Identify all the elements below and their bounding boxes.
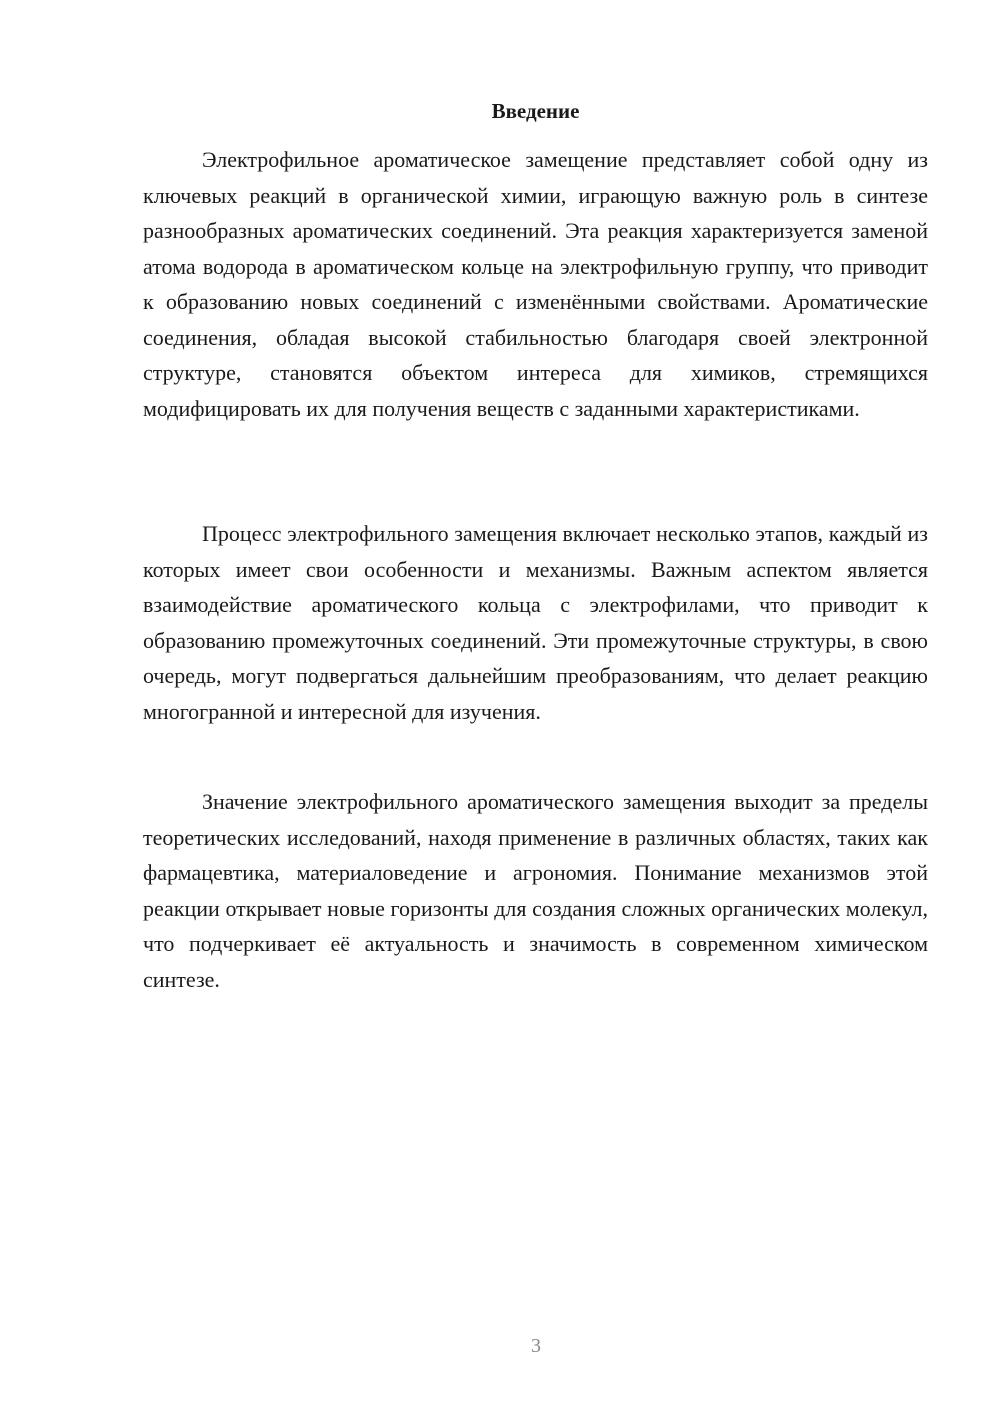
paragraph-2: Процесс электрофильного замещения включает несколько этапов, каждый из которых имеет свои особенности и механизмы. Важным аспектом является взаимодействие ароматического кольца с электрофилами, что приводит к образованию промежуточных соединений. Эти промежуточные структуры, в свою очередь, могут подвергаться дальнейшим преобразованиям, что делает реакцию многогранной и интересной для изучения. xyxy=(143,521,928,724)
paragraph-3: Значение электрофильного ароматического замещения выходит за пределы теоретических исследований, находя применение в различных областях, таких как фармацевтика, материаловедение и агрономия. Понимание механизмов этой реакции открывает новые горизонты для создания сложных органических молекул, что подчеркивает её актуальность и значимость в современном химическом синтезе. xyxy=(143,789,928,992)
paragraph-1: Электрофильное ароматическое замещение представляет собой одну из ключевых реакций в органической химии, играющую важную роль в синтезе разнообразных ароматических соединений. Эта реакция характеризуется заменой атома водорода в ароматическом кольце на электрофильную группу, что приводит к образованию новых соединений с изменёнными свойствами. Ароматические соединения, обладая высокой стабильностью благодаря своей электронной структуре, становятся объектом интереса для химиков, стремящихся модифицировать их для получения веществ с заданными характеристиками. xyxy=(143,147,928,421)
section-heading: Введение xyxy=(491,99,580,123)
page-number: 3 xyxy=(531,1335,541,1357)
